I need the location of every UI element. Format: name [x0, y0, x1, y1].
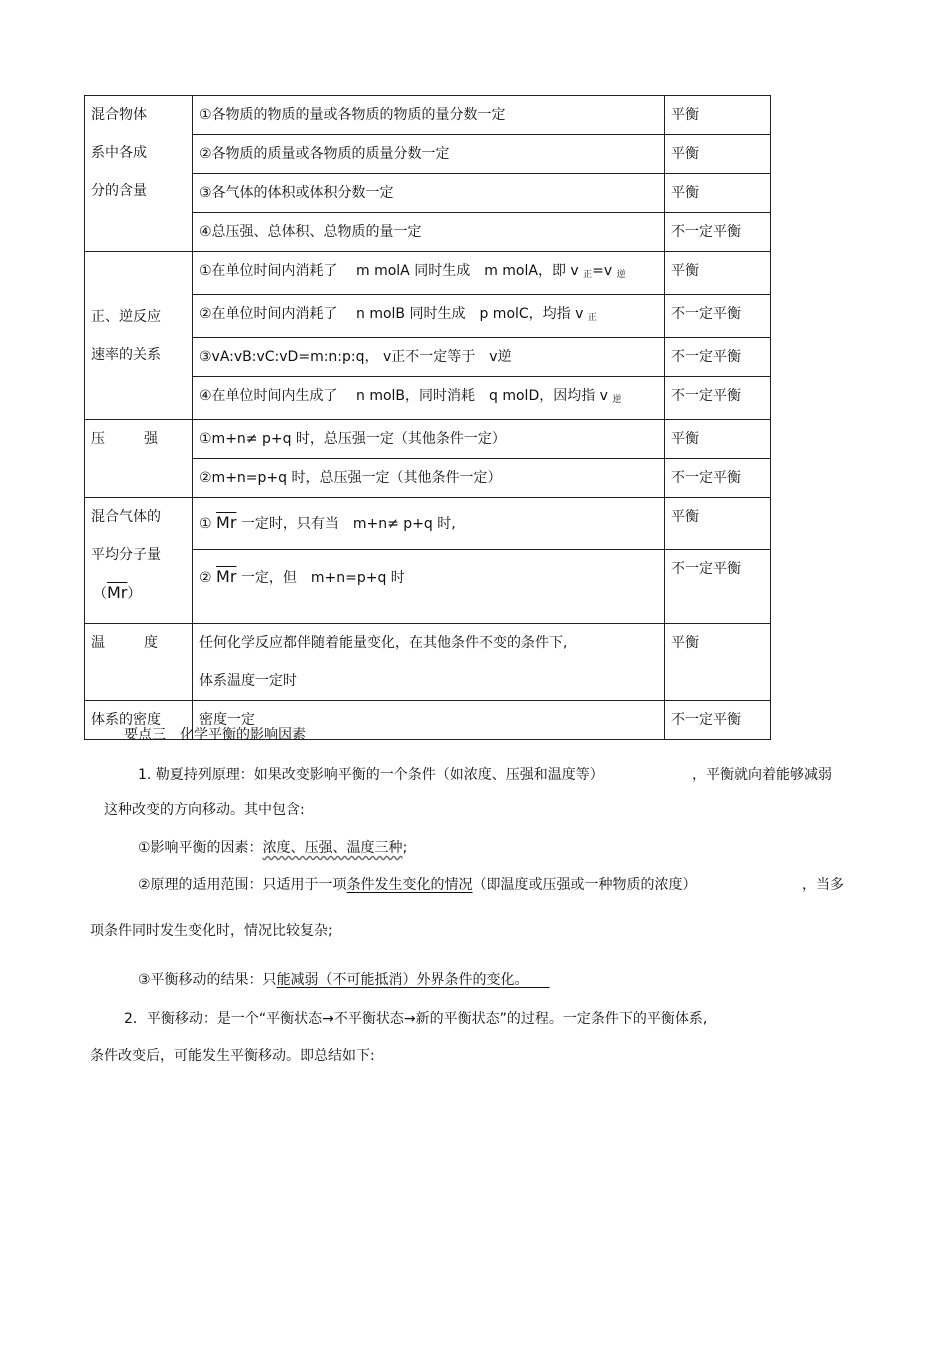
- result-cell: 平衡: [665, 135, 771, 174]
- result-cell: 不一定平衡: [665, 550, 771, 624]
- paragraph-scope-c: 项条件同时发生变化时，情况比较复杂;: [90, 923, 333, 939]
- condition-cell: ②各物质的质量或各物质的质量分数一定: [193, 135, 665, 174]
- condition-cell: ①各物质的物质的量或各物质的物质的量分数一定: [193, 96, 665, 135]
- condition-cell: 密度一定: [193, 701, 665, 740]
- paragraph-result: ③平衡移动的结果：只能减弱（不可能抵消）外界条件的变化。: [138, 972, 550, 988]
- result-cell: 平衡: [665, 420, 771, 459]
- condition-cell: ①m+n≠ p+q 时，总压强一定（其他条件一定）: [193, 420, 665, 459]
- result-cell: 不一定平衡: [665, 701, 771, 740]
- paragraph-1-line-2: 这种改变的方向移动。其中包含:: [104, 802, 305, 818]
- table-row: [85, 252, 771, 295]
- paragraph-1-line-1b: ，平衡就向着能够减弱: [692, 767, 832, 783]
- table-row: [85, 96, 771, 135]
- category-cell: 压 强: [85, 420, 193, 498]
- condition-cell: ①在单位时间内消耗了 m molA 同时生成 m molA，即 v $_正$=v $_逆$: [193, 252, 665, 295]
- result-cell: 不一定平衡: [665, 213, 771, 252]
- category-cell: 正、逆反应 速率的关系: [85, 252, 193, 420]
- condition-cell: ③vA:vB:vC:vD=m:n:p:q， v正不一定等于 v逆: [193, 338, 665, 377]
- condition-cell: ② $\overline{Mr}$ 一定，但 m+n=p+q 时: [193, 550, 665, 624]
- condition-cell: ③各气体的体积或体积分数一定: [193, 174, 665, 213]
- result-cell: 平衡: [665, 96, 771, 135]
- equilibrium-criteria-table: [84, 95, 771, 740]
- category-cell: 温 度: [85, 624, 193, 701]
- category-cell: 体系的密度: [85, 701, 193, 740]
- result-cell: 平衡: [665, 498, 771, 550]
- result-cell: 不一定平衡: [665, 295, 771, 338]
- paragraph-2-line-1: 2．平衡移动：是一个“平衡状态→不平衡状态→新的平衡状态”的过程。一定条件下的平衡体系,: [124, 1011, 708, 1027]
- condition-cell: ① $\overline{Mr}$ 一定时，只有当 m+n≠ p+q 时,: [193, 498, 665, 550]
- result-cell: 平衡: [665, 624, 771, 701]
- paragraph-2-line-2: 条件改变后，可能发生平衡移动。即总结如下:: [90, 1048, 375, 1064]
- category-cell: 混合气体的 平均分子量 $(\overline{Mr})$: [85, 498, 193, 624]
- paragraph-factors: ①影响平衡的因素：浓度、压强、温度三种;: [138, 840, 408, 856]
- condition-cell: ④在单位时间内生成了 n molB，同时消耗 q molD，因均指 v $_逆$: [193, 377, 665, 420]
- paragraph-scope-a: ②原理的适用范围：只适用于一项条件发生变化的情况（即温度或压强或一种物质的浓度）: [138, 877, 697, 893]
- result-cell: 不一定平衡: [665, 377, 771, 420]
- result-cell: 平衡: [665, 174, 771, 213]
- table-row: [85, 498, 771, 550]
- condition-cell: ②在单位时间内消耗了 n molB 同时生成 p molC，均指 v $_正$: [193, 295, 665, 338]
- paragraph-1-line-1a: 1. 勒夏持列原理：如果改变影响平衡的一个条件（如浓度、压强和温度等）: [138, 767, 604, 783]
- table-row: [85, 420, 771, 459]
- condition-cell: ②m+n=p+q 时，总压强一定（其他条件一定）: [193, 459, 665, 498]
- result-cell: 不一定平衡: [665, 338, 771, 377]
- condition-cell: ④总压强、总体积、总物质的量一定: [193, 213, 665, 252]
- result-cell: 不一定平衡: [665, 459, 771, 498]
- category-cell: 混合物体 系中各成 分的含量: [85, 96, 193, 252]
- condition-cell: 任何化学反应都伴随着能量变化，在其他条件不变的条件下, 体系温度一定时: [193, 624, 665, 701]
- table-row: [85, 624, 771, 701]
- section-heading: 要点三 化学平衡的影响因素: [124, 727, 306, 743]
- paragraph-scope-b: ，当多: [802, 877, 844, 893]
- result-cell: 平衡: [665, 252, 771, 295]
